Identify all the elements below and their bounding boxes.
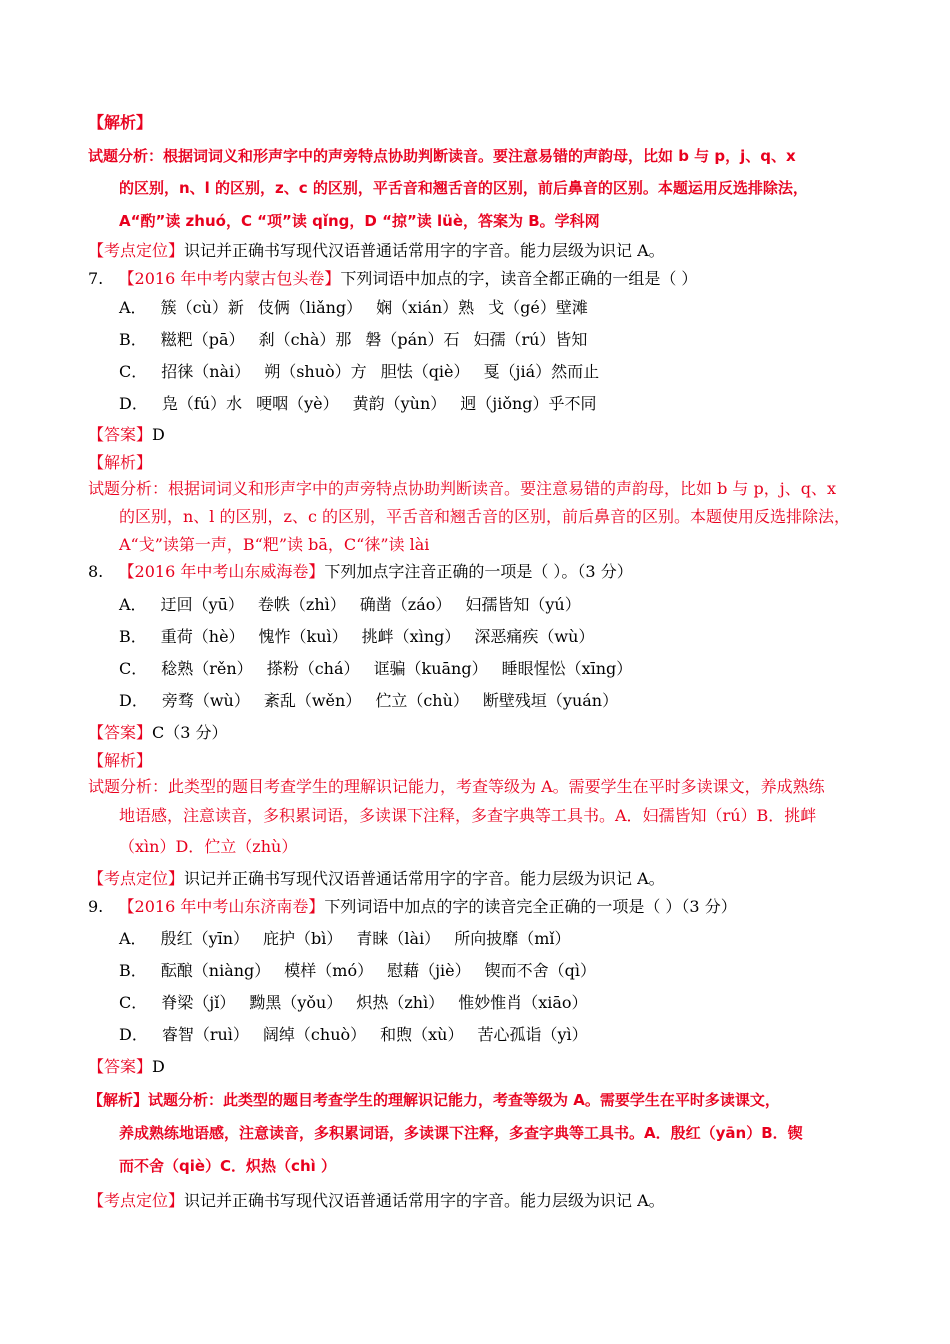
block6-analysis-line-2: 的区别，n、l 的区别，z、c 的区别，平舌音和翘舌音的区别，前后鼻音的区别。本题运用反选排除法， [119,179,808,197]
kaodian-tag: 【考点定位】 [88,241,185,260]
option-item: 卷帙（zhì） [257,595,346,614]
answer-value: C（3 分） [152,723,228,742]
option-item: 阔绰（chuò） [262,1025,367,1044]
q8-analysis-line-2: 地语感，注意读音，多积累词语，多读课下注释，多查字典等工具书。A．妇孺皆知（rú）B．挑衅 [119,806,817,825]
option-item: 糍粑（pā） [160,330,245,349]
option-item: 苦心孤诣（yì） [477,1025,588,1044]
option-item: 挑衅（xìng） [361,627,461,646]
q9-source: 【2016 年中考山东济南卷】 [118,897,325,916]
option-item: 朔（shuò）方 [264,362,367,381]
q8-option-c [119,658,646,680]
q8-option-a [119,594,595,616]
q8-option-d [119,690,632,712]
answer-tag: 【答案】 [88,425,153,444]
option-label: C． [119,659,148,678]
option-item: 哽咽（yè） [256,394,339,413]
block6-kaodian [88,240,665,262]
kaodian-text: 识记并正确书写现代汉语普通话常用字的字音。能力层级为识记 A。 [184,869,665,888]
option-item: 深恶痛疾（wù） [474,627,595,646]
block6-jiexi-tag: 【解析】 [88,113,153,132]
option-item: 黝黑（yǒu） [249,993,343,1012]
option-item: 妇孺皆知（yú） [465,595,581,614]
option-item: 殷红（yīn） [160,929,250,948]
option-item: 断壁残垣（yuán） [482,691,619,710]
option-label: B． [119,330,147,349]
answer-tag: 【答案】 [88,1057,153,1076]
option-item: 模样（mó） [284,961,374,980]
answer-value: D [152,1057,165,1076]
q7-analysis-line-3: A“戈”读第一声，B“粑”读 bā，C“徕”读 lài [119,535,430,554]
option-item: 睡眼惺忪（xīng） [501,659,633,678]
option-item: 迂回（yū） [160,595,244,614]
option-item: 戈（gé）壁滩 [488,298,588,317]
q9-analysis-line-2: 养成熟练地语感，注意读音，多积累词语，多读课下注释，多查字典等工具书。A．殷红（yān）B．锲 [119,1124,803,1142]
q8-source: 【2016 年中考山东威海卷】 [118,562,325,581]
answer-tag: 【答案】 [88,723,153,742]
q9-number: 9. [88,897,104,916]
q7-analysis-line-1: 试题分析：根据词词义和形声字中的声旁特点协助判断读音。要注意易错的声韵母，比如 b 与 p，j、q、x [88,479,836,498]
q7-stem: 下列词语中加点的字，读音全都正确的一组是（ ） [340,269,698,288]
option-label: A． [119,595,147,614]
q8-answer [88,722,228,744]
option-label: B． [119,961,147,980]
q7-stem-line [88,268,697,290]
option-item: 所向披靡（mǐ） [454,929,571,948]
q7-answer [88,424,165,446]
option-item: 慰藉（jiè） [387,961,471,980]
option-label: B． [119,627,147,646]
option-item: 确凿（záo） [359,595,452,614]
kaodian-tag: 【考点定位】 [88,869,185,888]
q8-option-b [119,626,608,648]
option-item: 胆怯（qiè） [380,362,470,381]
q7-jiexi-tag: 【解析】 [88,453,153,472]
option-item: 迥（jiǒng）乎不同 [460,394,597,413]
option-label: D． [119,1025,148,1044]
q9-answer [88,1056,165,1078]
q9-stem: 下列词语中加点的字的读音完全正确的一项是（ ）（3 分） [324,897,737,916]
q7-number: 7. [88,269,104,288]
option-item: 招徕（nài） [161,362,251,381]
option-item: 戛（jiá）然而止 [483,362,600,381]
option-label: D． [119,691,148,710]
option-label: C． [119,993,148,1012]
q7-option-d [119,393,611,415]
option-item: 稔熟（rěn） [161,659,253,678]
option-item: 脊梁（jǐ） [161,993,236,1012]
option-item: 娴（xián）熟 [376,298,475,317]
option-label: C． [119,362,148,381]
q8-analysis-line-1: 试题分析：此类型的题目考查学生的理解识记能力，考查等级为 A。需要学生在平时多读课文，养成熟练 [88,777,825,796]
option-item: 磐（pán）石 [365,330,460,349]
option-item: 睿智（ruì） [161,1025,249,1044]
q8-stem-line [88,561,633,583]
option-item: 旁骛（wù） [161,691,250,710]
option-item: 酝酿（niàng） [160,961,271,980]
q7-analysis-line-2: 的区别，n、l 的区别，z、c 的区别，平舌音和翘舌音的区别，前后鼻音的区别。本题使用反选排除法， [119,507,850,526]
option-item: 重荷（hè） [160,627,245,646]
option-item: 诓骗（kuāng） [373,659,488,678]
option-item: 锲而不舍（qì） [484,961,597,980]
q9-analysis-line-3: 而不舍（qiè）C．炽热（chì ） [119,1157,336,1175]
option-item: 凫（fú）水 [161,394,243,413]
option-item: 庇护（bì） [263,929,343,948]
option-item: 紊乱（wěn） [263,691,362,710]
option-item: 簇（cù）新 [160,298,244,317]
q9-option-a [119,928,584,950]
option-item: 黄韵（yùn） [352,394,447,413]
q8-kaodian [88,868,665,890]
option-item: 和煦（xù） [380,1025,464,1044]
q8-number: 8. [88,562,104,581]
option-item: 搽粉（chá） [266,659,360,678]
option-label: A． [119,929,147,948]
option-item: 惟妙惟肖（xiāo） [458,993,588,1012]
q7-option-b [119,329,601,351]
option-item: 伎俩（liǎng） [257,298,363,317]
q7-source: 【2016 年中考内蒙古包头卷】 [118,269,341,288]
q7-option-a [119,297,602,319]
block6-analysis-line-1: 试题分析：根据词词义和形声字中的声旁特点协助判断读音。要注意易错的声韵母，比如 b 与 p，j、q、x [88,147,796,165]
q7-option-c [119,361,613,383]
option-label: D． [119,394,148,413]
q8-stem: 下列加点字注音正确的一项是（ ）。（3 分） [324,562,633,581]
option-label: A． [119,298,147,317]
option-item: 刹（chà）那 [258,330,352,349]
q9-analysis-line-1: 【解析】试题分析：此类型的题目考查学生的理解识记能力，考查等级为 A。需要学生在平时多读课文， [88,1091,780,1109]
q9-stem-line [88,896,737,918]
q8-jiexi-tag: 【解析】 [88,751,153,770]
answer-value: D [152,425,165,444]
option-item: 愧怍（kuì） [258,627,348,646]
q9-option-c [119,992,602,1014]
q8-analysis-line-3: （xìn）D．伫立（zhù） [119,837,298,856]
kaodian-text: 识记并正确书写现代汉语普通话常用字的字音。能力层级为识记 A。 [184,241,665,260]
block6-analysis-line-3: A“酌”读 zhuó，C “项”读 qǐng，D “掠”读 lüè，答案为 B。学科网 [119,212,600,230]
option-item: 妇孺（rú）皆知 [473,330,588,349]
option-item: 伫立（chù） [375,691,469,710]
kaodian-tag: 【考点定位】 [88,1191,185,1210]
q9-option-b [119,960,610,982]
q9-option-d [119,1024,602,1046]
option-item: 青睐（lài） [356,929,441,948]
q9-kaodian [88,1190,665,1212]
option-item: 炽热（zhì） [356,993,445,1012]
kaodian-text: 识记并正确书写现代汉语普通话常用字的字音。能力层级为识记 A。 [184,1191,665,1210]
